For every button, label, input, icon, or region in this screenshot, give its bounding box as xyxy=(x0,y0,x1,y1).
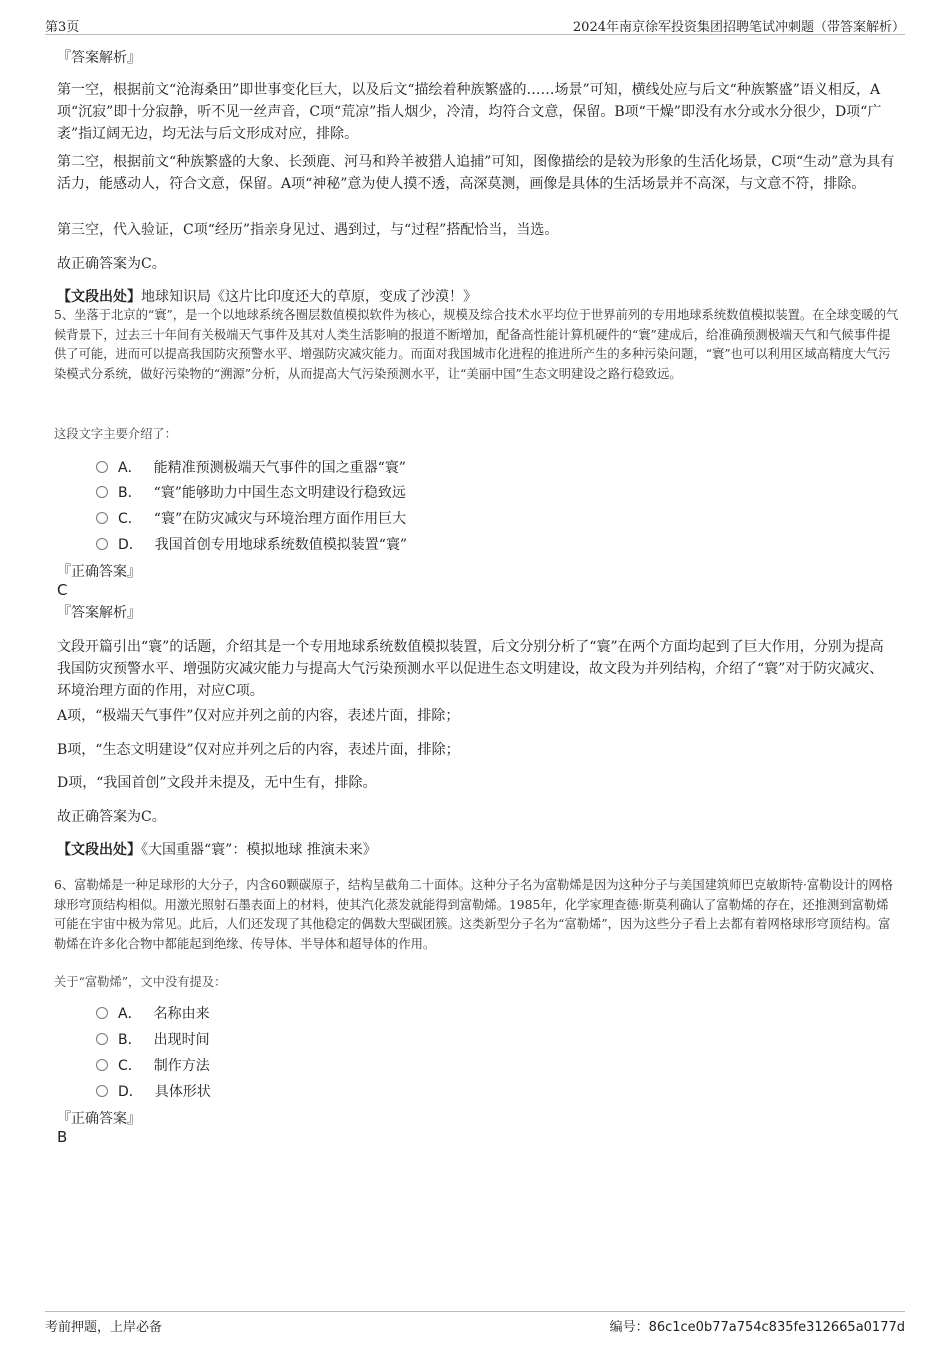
q5-source-label: 【文段出处】 xyxy=(57,842,141,858)
q4-source-text: 地球知识局《这片比印度还大的草原，变成了沙漠！》 xyxy=(141,289,477,305)
footer-slogan: 考前押题，上岸必备 xyxy=(45,1320,163,1335)
q6-correct-answer: B xyxy=(57,1128,68,1146)
q5-source xyxy=(57,839,895,861)
radio-icon[interactable] xyxy=(96,486,108,498)
radio-icon[interactable] xyxy=(96,512,108,524)
document-title: 2024年南京徐军投资集团招聘笔试冲刺题（带答案解析） xyxy=(572,20,905,35)
q6-option-d[interactable]: D． 具体形状 xyxy=(96,1081,211,1103)
q5-answer-line: 故正确答案为C。 xyxy=(57,809,166,825)
q5-analysis-p3: B项，“生态文明建设”仅对应并列之后的内容，表述片面，排除； xyxy=(57,742,460,758)
radio-icon[interactable] xyxy=(96,1059,108,1071)
q5-correct-label: 『正确答案』 xyxy=(57,564,141,580)
q6-question: 关于“富勒烯”，文中没有提及： xyxy=(54,975,227,989)
q4-analysis-label: 『答案解析』 xyxy=(57,50,141,66)
q6-option-a[interactable]: A． 名称由来 xyxy=(96,1003,210,1025)
q5-source-text: 《大国重器“寰”：模拟地球 推演未来》 xyxy=(141,842,377,858)
radio-icon[interactable] xyxy=(96,1085,108,1097)
radio-icon[interactable] xyxy=(96,461,108,473)
footer-serial: 编号：86c1ce0b77a754c835fe312665a0177d xyxy=(609,1320,905,1335)
q4-analysis-p3: 第三空，代入验证，C项“经历”指亲身见过、遇到过，与“过程”搭配恰当，当选。 xyxy=(57,222,559,238)
q5-option-a[interactable]: A． 能精准预测极端天气事件的国之重器“寰” xyxy=(96,457,406,479)
q4-analysis-p1: 第一空，根据前文“沧海桑田”即世事变化巨大，以及后文“描绘着种族繁盛的……场景”可知，横线处应与后文“种族繁盛”语义相反，A项“沉寂”即十分寂静，听不见一丝声音，C项“荒凉”指人烟少，冷清，均符合文意，保留。B项“干燥”即没有水分或水分很少，D项“广袤”指辽阔无边，均无法与后文形成对应，排除。 xyxy=(57,82,882,142)
radio-icon[interactable] xyxy=(96,538,108,550)
q5-question: 这段文字主要介绍了： xyxy=(54,427,177,441)
q5-option-b[interactable]: B． “寰”能够助力中国生态文明建设行稳致远 xyxy=(96,482,406,504)
q6-option-c[interactable]: C． 制作方法 xyxy=(96,1055,210,1077)
q5-option-d[interactable]: D． 我国首创专用地球系统数值模拟装置“寰” xyxy=(96,534,407,556)
page-footer xyxy=(45,1311,905,1334)
q5-analysis-p2: A项，“极端天气事件”仅对应并列之前的内容，表述片面，排除； xyxy=(57,708,460,724)
q4-answer-line: 故正确答案为C。 xyxy=(57,256,166,272)
radio-icon[interactable] xyxy=(96,1033,108,1045)
q5-stem: 5、坐落于北京的“寰”，是一个以地球系统各圈层数值模拟软件为核心，规模及综合技术水平均位于世界前列的专用地球系统数值模拟装置。在全球变暖的气候背景下，过去三十年间有关极端天气事件及其对人类生活影响的报道不断增加，配备高性能计算机硬件的“寰”建成后，给准确预测极端天气和气候事件提供了可能，进而可以提高我国防灾预警水平、增强防灾减灾能力。而面对我国城市化进程的推进所产生的多种污染问题，“寰”也可以利用区域高精度大气污染模式分系统，做好污染物的“溯源”分析，从而提高大气污染预测水平，让“美丽中国”生态文明建设之路行稳致远。 xyxy=(54,308,899,381)
page-header xyxy=(45,14,905,35)
radio-icon[interactable] xyxy=(96,1007,108,1019)
q6-correct-label: 『正确答案』 xyxy=(57,1111,141,1127)
q4-source xyxy=(57,286,895,308)
q5-analysis-label: 『答案解析』 xyxy=(57,605,141,621)
q5-option-c[interactable]: C． “寰”在防灾减灾与环境治理方面作用巨大 xyxy=(96,508,406,530)
q4-source-label: 【文段出处】 xyxy=(57,289,141,305)
q5-analysis-p1: 文段开篇引出“寰”的话题，介绍其是一个专用地球系统数值模拟装置，后文分别分析了“寰”在两个方面均起到了巨大作用，分别为提高我国防灾预警水平、增强防灾减灾能力与提高大气污染预测水平以促进生态文明建设，故文段为并列结构，介绍了“寰”对于防灾减灾、环境治理方面的作用，对应C项。 xyxy=(57,639,884,699)
q5-correct-answer: C xyxy=(57,581,68,599)
page-number: 第3页 xyxy=(45,20,80,35)
q6-stem: 6、富勒烯是一种足球形的大分子，内含60颗碳原子，结构呈截角二十面体。这种分子名为富勒烯是因为这种分子与美国建筑师巴克敏斯特·富勒设计的网格球形穹顶结构相似。用激光照射石墨表面上的材料，使其汽化蒸发就能得到富勒烯。1985年，化学家理查德·斯莫利确认了富勒烯的存在，还推测到富勒烯可能在宇宙中极为常见。此后，人们还发现了其他稳定的偶数大型碳团簇。这类新型分子名为“富勒烯”，因为这些分子看上去都有着网格球形穹顶结构。富勒烯在许多化合物中都能起到绝缘、传导体、半导体和超导体的作用。 xyxy=(54,878,893,951)
q6-option-b[interactable]: B． 出现时间 xyxy=(96,1029,210,1051)
q5-analysis-p4: D项，“我国首创”文段并未提及，无中生有，排除。 xyxy=(57,775,377,791)
q4-analysis-p2: 第二空，根据前文“种族繁盛的大象、长颈鹿、河马和羚羊被猎人追捕”可知，图像描绘的是较为形象的生活化场景，C项“生动”意为具有活力，能感动人，符合文意，保留。A项“神秘”意为使人摸不透，高深莫测，画像是具体的生活场景并不高深，与文意不符，排除。 xyxy=(57,154,895,192)
